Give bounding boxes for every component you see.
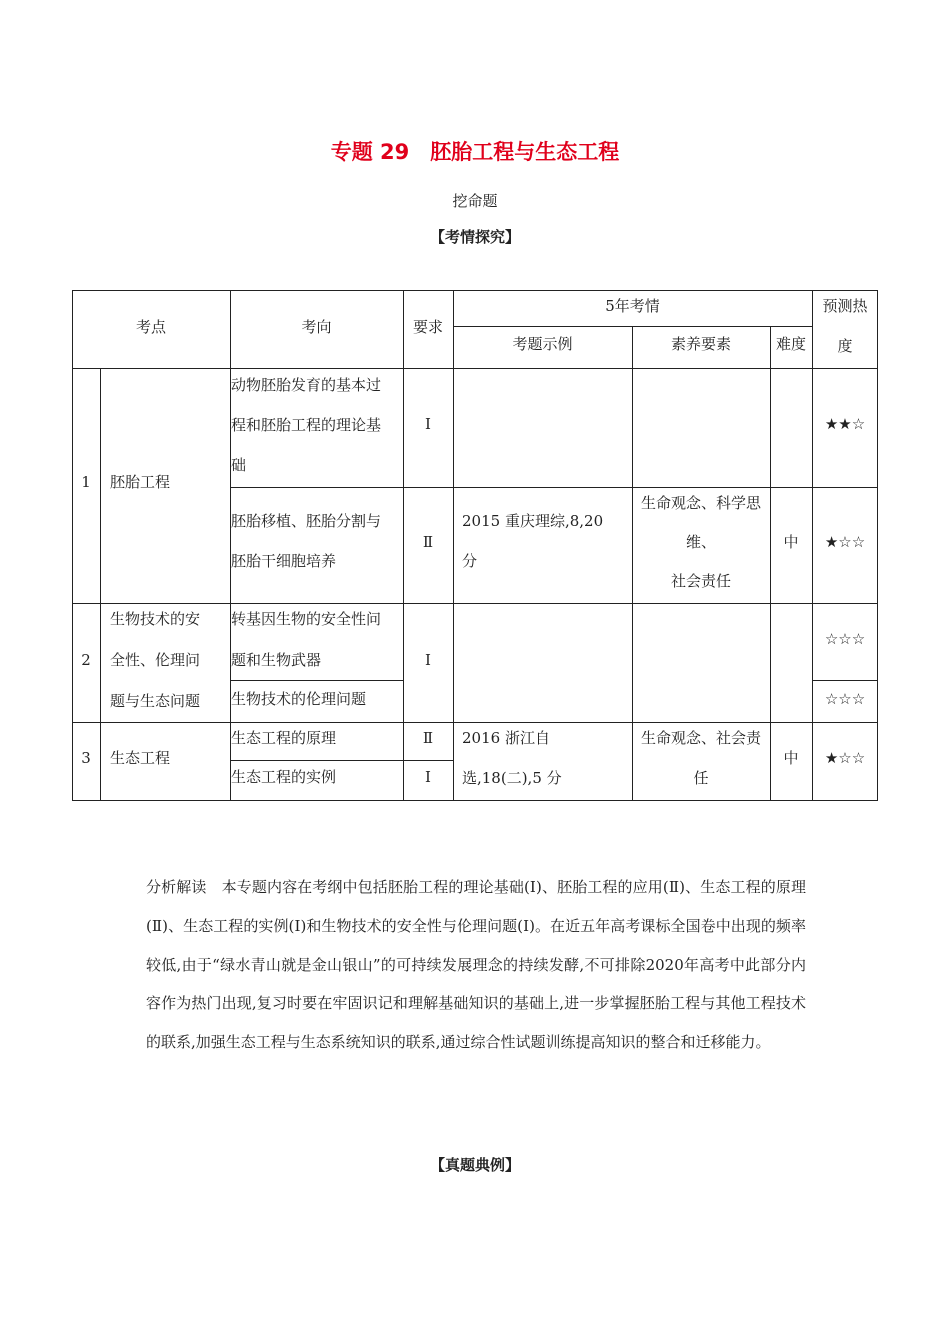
header-yuce: 预测热 度 [822, 297, 868, 355]
row-number: 2 [81, 651, 91, 669]
kaodian-cell: 胚胎工程 [110, 473, 171, 491]
yaoqiu-cell: Ⅰ [425, 651, 431, 669]
kaoxiang-cell: 动物胚胎发育的基本过 程和胚胎工程的理论基 础 [231, 376, 382, 474]
header-kaodian: 考点 [135, 318, 166, 336]
yuce-cell: ☆☆☆ [824, 690, 866, 708]
row-number: 1 [81, 473, 91, 491]
kaodian-cell: 生物技术的安 全性、伦理问 题与生态问题 [110, 610, 201, 710]
kaoxiang-cell: 转基因生物的安全性问 题和生物武器 [231, 610, 382, 669]
yaoqiu-cell: Ⅱ [422, 729, 434, 747]
yuce-cell: ☆☆☆ [824, 630, 866, 648]
analysis-paragraph: 分析解读 本专题内容在考纲中包括胚胎工程的理论基础(Ⅰ)、胚胎工程的应用(Ⅱ)、生态工程的原理(Ⅱ)、生态工程的实例(Ⅰ)和生物技术的安全性与伦理问题(Ⅰ)。在近五年高考课标全国卷中出现的频率较低,由于“绿水青山就是金山银山”的可持续发展理念的持续发酵,不可排除2020年高考中此部分内容作为热门出现,复习时要在牢固识记和理解基础知识的基础上,进一步掌握胚胎工程与其他工程技术的联系,加强生态工程与生态系统知识的联系,通过综合性试题训练提高知识的整合和迁移能力。 [146, 878, 806, 1052]
subtitle: 挖命题 [452, 192, 498, 210]
example-cell: 2015 重庆理综,8,20 分 [462, 512, 604, 570]
header-yaoqiu: 要求 [412, 318, 443, 336]
yaoqiu-cell: Ⅰ [425, 768, 431, 786]
kaodian-cell: 生态工程 [110, 749, 171, 767]
section-heading-zhenti: 【真题典例】 [429, 1156, 520, 1174]
header-nandu: 难度 [775, 335, 806, 353]
yuce-cell: ★★☆ [824, 415, 866, 433]
kaoxiang-cell: 生态工程的原理 [231, 729, 337, 747]
yaoqiu-cell: Ⅰ [425, 415, 431, 433]
suyang-cell: 生命观念、社会责 任 [640, 729, 761, 787]
kaoxiang-cell: 胚胎移植、胚胎分割与 胚胎干细胞培养 [231, 512, 382, 570]
nandu-cell: 中 [783, 533, 799, 551]
section-heading-kaoqing: 【考情探究】 [429, 228, 520, 246]
header-five-year: 5年考情 [605, 297, 660, 315]
row-number: 3 [81, 749, 91, 767]
suyang-cell: 生命观念、科学思 维、 社会责任 [640, 494, 761, 590]
kaoxiang-cell: 生态工程的实例 [231, 768, 337, 786]
nandu-cell: 中 [783, 749, 799, 767]
example-cell: 2016 浙江自 选,18(二),5 分 [462, 729, 562, 787]
yuce-cell: ★☆☆ [824, 749, 866, 767]
yaoqiu-cell: Ⅱ [422, 533, 434, 551]
header-kaoxiang: 考向 [301, 318, 332, 336]
yuce-cell: ★☆☆ [824, 533, 866, 551]
page-title: 专题 29 胚胎工程与生态工程 [330, 140, 620, 164]
kaoxiang-cell: 生物技术的伦理问题 [231, 690, 367, 708]
header-example: 考题示例 [512, 335, 573, 353]
header-suyang: 素养要素 [670, 335, 731, 353]
